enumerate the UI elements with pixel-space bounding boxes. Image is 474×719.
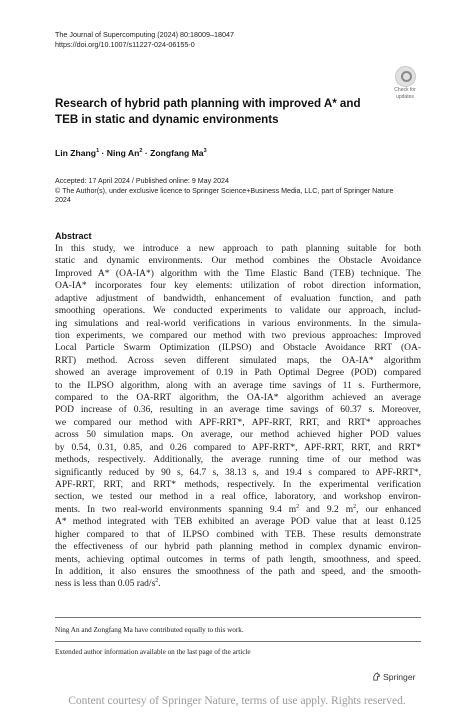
abstract-last-line: ness is less than 0.05 rad/$s^2$.	[55, 578, 161, 590]
abstract-heading: Abstract	[55, 231, 92, 241]
abstract-line: showed an average improvement of 0.19 in Path Optimal Degree (POD) compared	[55, 368, 421, 379]
accepted-published-line: Accepted: 17 April 2024 / Published online: 9 May 2024	[55, 177, 229, 185]
abstract-line: In addition, it also ensures the smoothness of the path and speed, and the smooth-	[55, 566, 421, 577]
abstract-line: POD increase of 0.36, resulting in an average time savings of 60.37 s. Moreover,	[55, 405, 421, 416]
author-affiliation: 2	[139, 148, 143, 155]
author-list	[55, 148, 207, 158]
abstract-line: OA-IA* incorporates four key elements: utilization of robot direction information,	[55, 281, 421, 292]
author-affiliation: 1	[96, 148, 100, 155]
author-affiliation: 3	[203, 148, 207, 155]
footnote-divider	[55, 641, 421, 642]
abstract-line: Local Particle Swarm Optimization (ILPSO) and Obstacle Avoidance RRT (OA-	[55, 343, 421, 354]
abstract-line: ing simulations and real-world verifications in various environments. In the simula-	[55, 318, 421, 329]
abstract-line: the effectiveness of our hybrid path planning method in complex dynamic environ-	[55, 542, 421, 553]
abstract-line: ments, achieving optimal outcomes in terms of path length, smoothness, and speed.	[55, 554, 421, 565]
author-name[interactable]: Zongfang Ma	[150, 148, 204, 158]
abstract-line: APF-RRT, RRT, and RRT* methods, respectively. In the experimental verification	[55, 480, 421, 491]
abstract-line: compared to the OA-RRT algorithm, the OA-IA* algorithm achieved an average	[55, 393, 421, 404]
abstract-line: across 50 simulation maps. On average, our method achieved higher POD values	[55, 430, 421, 441]
abstract-line: Improved A* (OA-IA*) algorithm with the Time Elastic Band (TEB) technique. The	[55, 268, 421, 279]
publisher-name: Springer	[383, 672, 416, 682]
abstract-line: significantly reduced by 90 s, 64.7 s, 38.13 s, and 19.4 s compared to APF-RRT*,	[55, 467, 421, 478]
abstract-line: adaptive adjustment of bandwidth, enhancement of evaluation function, and path	[55, 293, 421, 304]
footnote-extended-info: Extended author information available on the last page of the article	[55, 648, 251, 656]
abstract-line: static and dynamic environments. Our method combines the Obstacle Avoidance	[55, 256, 421, 267]
journal-header	[55, 30, 234, 50]
badge-label-line2: updates	[396, 93, 414, 100]
abstract-line: higher compared to that of ILPSO combined with TEB. These results demonstrate	[55, 529, 421, 540]
author-separator: ·	[142, 148, 151, 158]
publication-dates	[55, 177, 393, 206]
springer-horse-icon	[372, 672, 381, 681]
courtesy-notice: Content courtesy of Springer Nature, terms of use apply. Rights reserved.	[68, 695, 406, 707]
abstract-line: by 0.54, 0.31, 0.85, and 0.26 compared to APF-RRT*, APF-RRT, RRT, and RRT*	[55, 442, 421, 453]
abstract-line: In this study, we introduce a new approach to path planning suitable for both	[55, 244, 421, 254]
abstract-line: RRT) method. Across seven different simulated maps, the OA-IA* algorithm	[55, 355, 421, 366]
badge-label-line1: Check for	[394, 87, 416, 93]
abstract-line: smoothing operations. We conducted experiments to validate our approach, includ-	[55, 306, 421, 317]
springer-logo	[372, 672, 415, 682]
abstract-body	[55, 243, 421, 591]
abstract-line: to the ILPSO algorithm, along with an average time savings of 11 s. Furthermore,	[55, 380, 421, 391]
copyright-line: © The Author(s), under exclusive licence to Springer Science+Business Media, LLC, part of Springer Nature	[55, 186, 394, 195]
copyright-year: 2024	[55, 196, 71, 205]
article-title: Research of hybrid path planning with improved A* and TEB in static and dynamic environments	[55, 97, 361, 126]
abstract-line: methods, respectively. Additionally, the average running time of our method was	[55, 455, 421, 466]
footnote-divider	[55, 617, 421, 618]
abstract-line: section, we tested our method in a real office, laboratory, and workshop environ-	[55, 492, 421, 503]
author-name[interactable]: Lin Zhang	[55, 148, 97, 158]
abstract-line: tion experiments, we compared our method with two previous approaches: Improved	[55, 330, 421, 341]
abstract-line-with-area: ments. In two real-world environments spanning 9.4 $m^2$ and 9.2 $m^2$, our enhanced	[55, 503, 421, 515]
footnote-equal-contribution: Ning An and Zongfang Ma have contributed equally to this work.	[55, 626, 244, 634]
check-for-updates-icon	[395, 66, 416, 87]
author-name[interactable]: Ning An	[106, 148, 140, 158]
check-for-updates-badge[interactable]	[390, 66, 420, 102]
doi-link[interactable]: https://doi.org/10.1007/s11227-024-06155-0	[55, 40, 195, 49]
journal-citation: The Journal of Supercomputing (2024) 80:18009–18047	[55, 30, 235, 39]
author-separator: ·	[99, 148, 107, 158]
abstract-line: we compared our method with APF-RRT*, APF-RRT, RRT, and RRT* approaches	[55, 417, 421, 428]
abstract-line: A* method integrated with TEB exhibited an average POD value that at least 0.125	[55, 517, 421, 528]
